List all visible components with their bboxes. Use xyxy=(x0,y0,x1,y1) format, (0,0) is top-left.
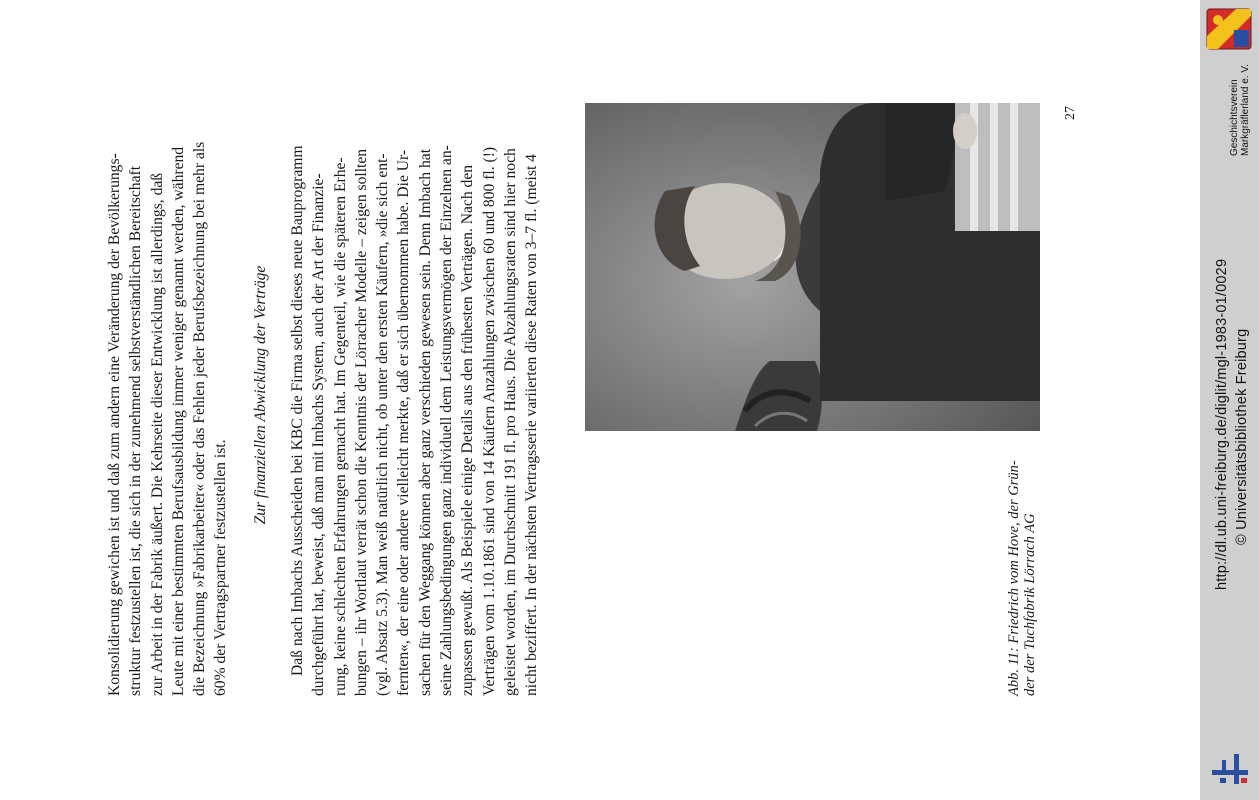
ub-freiburg-logo-icon xyxy=(1208,748,1252,788)
library-credit: © Universitätsbibliothek Freiburg xyxy=(1234,328,1250,545)
text-line: durchgeführt hat, beweist, daß man mit Imbachs System, auch der Art der Finanzie- xyxy=(310,173,328,696)
caption-line: der der Tuchfabrik Lörrach AG xyxy=(1022,513,1038,696)
text-line: Verträgen vom 1.10.1861 sind von 14 Käufern Anzahlungen zwischen 60 und 800 fl. (!) xyxy=(480,146,498,696)
document-url[interactable]: http://dl.ub.uni-freiburg.de/diglit/mgl-1983-01/0029 xyxy=(1214,258,1230,590)
text-line: nicht beziffert. In der nächsten Vertragsserie variierten diese Raten von 3–7 fl. (meist 4 xyxy=(523,154,541,696)
text-line: rung, keine schlechten Erfahrungen gemacht hat. Im Gegenteil, wie die späteren Erhe- xyxy=(331,157,349,696)
coat-of-arms-icon xyxy=(1206,8,1252,50)
text-line: (vgl. Absatz 5.3). Man weiß natürlich nicht, ob unter den ersten Käufern, »die sich ent- xyxy=(374,153,392,696)
text-line: Leute mit einer bestimmten Berufsausbildung immer weniger genannt werden, während xyxy=(169,146,187,696)
text-line: geleistet worden, im Durchschnitt 191 fl. pro Haus. Die Abzahlungsraten sind hier noch xyxy=(501,148,519,696)
text-line: seine Zahlungsbedingungen ganz individuell dem Leistungsvermögen der Einzelnen an- xyxy=(438,145,456,696)
paragraph-2 xyxy=(287,96,543,696)
caption-line: Abb. 11: Friedrich vom Hove, der Grün- xyxy=(1006,460,1022,696)
society-name-line-2: Markgräflerland e. V. xyxy=(1240,64,1251,156)
text-line: zur Arbeit in der Fabrik äußert. Die Kehrseite dieser Entwicklung ist allerdings, daß xyxy=(148,172,166,696)
page-number: 27 xyxy=(1063,106,1078,120)
portrait-photo xyxy=(585,103,1040,431)
text-line: die Bezeichnung »Fabrikarbeiter« oder das Fehlen jeder Berufsbezeichnung bei mehr als xyxy=(191,141,209,696)
society-name-line-1: Geschichtsverein xyxy=(1229,79,1240,156)
section-heading: Zur finanziellen Abwicklung der Verträge xyxy=(252,265,269,525)
text-line: fernten«, der eine oder andere vielleicht merkte, daß er sich übernommen habe. Die Ur- xyxy=(395,149,413,696)
text-line: Konsolidierung gewichen ist und daß zum andern eine Veränderung der Bevölkerungs- xyxy=(106,153,123,696)
text-line: 60% der Vertragspartner festzustellen ist. xyxy=(212,439,230,696)
paragraph-1 xyxy=(104,96,232,696)
text-line: bungen – ihr Wortlaut verrät schon die Kenntnis der Lörracher Modelle – zeigen sollten xyxy=(352,148,370,696)
text-line: Daß nach Imbachs Ausscheiden bei KBC die Firma selbst dieses neue Bauprogramm xyxy=(289,145,306,676)
text-line: sachen für den Weggang können aber ganz verschieden gewesen sein. Denn Imbach hat xyxy=(416,148,434,696)
figure-caption xyxy=(1006,396,1038,696)
text-line: struktur festzustellen ist, die sich in der zunehmend selbstverständlichen Bereitschaft xyxy=(127,165,145,696)
text-line: zupassen gewußt. Als Beispiele einige Details aus den frühesten Verträgen. Nach den xyxy=(459,164,477,696)
